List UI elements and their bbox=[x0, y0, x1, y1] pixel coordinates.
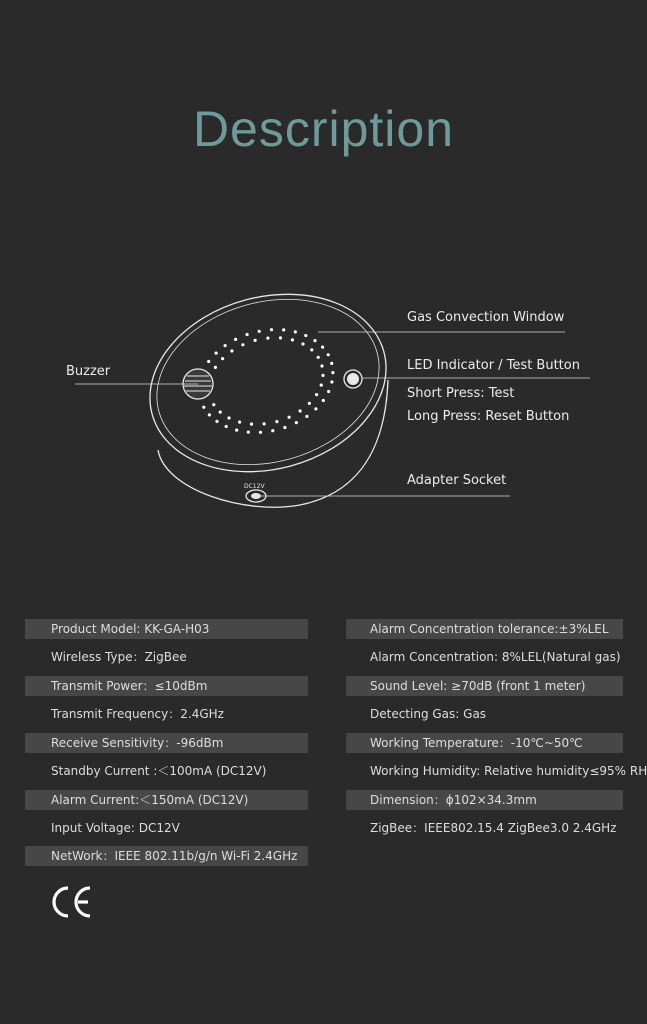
vent-hole bbox=[330, 362, 333, 365]
vent-hole bbox=[315, 393, 318, 396]
vent-hole bbox=[238, 421, 241, 424]
vent-hole bbox=[283, 426, 286, 429]
vent-hole bbox=[295, 421, 298, 424]
vent-hole bbox=[270, 328, 273, 331]
spec-left-row: Standby Current :＜100mA (DC12V) bbox=[51, 764, 267, 778]
spec-left-row: NetWork：IEEE 802.11b/g/n Wi-Fi 2.4GHz bbox=[25, 846, 308, 866]
dc12v-label: DC12V bbox=[244, 483, 265, 490]
vent-hole bbox=[207, 360, 210, 363]
vent-hole bbox=[259, 431, 262, 434]
vent-hole bbox=[202, 406, 205, 409]
vent-hole bbox=[299, 409, 302, 412]
long-press-label: Long Press: Reset Button bbox=[407, 409, 570, 424]
vent-hole bbox=[234, 338, 237, 341]
vent-hole bbox=[254, 339, 257, 342]
vent-hole bbox=[288, 416, 291, 419]
vent-hole bbox=[221, 357, 224, 360]
vent-hole bbox=[304, 334, 307, 337]
spec-left-row: Transmit Frequency：2.4GHz bbox=[51, 707, 224, 721]
spec-right-row: Working Temperature：-10℃~50℃ bbox=[346, 733, 623, 753]
vent-hole bbox=[208, 413, 211, 416]
vent-hole bbox=[247, 431, 250, 434]
vent-hole bbox=[308, 402, 311, 405]
device-diagram bbox=[0, 270, 647, 530]
page-title: Description bbox=[192, 101, 455, 157]
vent-hole bbox=[263, 422, 266, 425]
spec-left-row: Input Voltage: DC12V bbox=[51, 821, 180, 835]
short-press-label: Short Press: Test bbox=[407, 386, 515, 401]
vent-hole bbox=[321, 374, 324, 377]
spec-right-row: Detecting Gas: Gas bbox=[370, 707, 487, 721]
vent-hole bbox=[230, 349, 233, 352]
vent-hole bbox=[258, 330, 261, 333]
spec-left-row: Alarm Current:＜150mA (DC12V) bbox=[25, 790, 308, 810]
spec-right-row: Working Humidity: Relative humidity≤95% RH bbox=[370, 764, 647, 778]
device-side-outline bbox=[158, 380, 388, 507]
adapter-socket-label: Adapter Socket bbox=[407, 473, 507, 488]
vent-hole bbox=[235, 429, 238, 432]
spec-right-row: Sound Level: ≥70dB (front 1 meter) bbox=[346, 676, 623, 696]
vent-hole bbox=[327, 353, 330, 356]
vent-hole bbox=[314, 407, 317, 410]
vent-hole bbox=[241, 343, 244, 346]
vent-hole bbox=[291, 338, 294, 341]
spec-right-row: Alarm Concentration tolerance:±3%LEL bbox=[346, 619, 623, 639]
vent-hole bbox=[331, 371, 334, 374]
vent-hole bbox=[320, 364, 323, 367]
spec-right-row: Dimension：ϕ102×34.3mm bbox=[346, 790, 623, 810]
vent-hole bbox=[266, 337, 269, 340]
vent-hole bbox=[294, 330, 297, 333]
vent-hole bbox=[214, 366, 217, 369]
vent-hole bbox=[322, 399, 325, 402]
vent-hole bbox=[282, 328, 285, 331]
spec-right-row: ZigBee：IEEE802.15.4 ZigBee3.0 2.4GHz bbox=[370, 821, 617, 835]
spec-left-row: Product Model: KK-GA-H03 bbox=[25, 619, 308, 639]
gas-window-label: Gas Convection Window bbox=[407, 310, 565, 325]
spec-right-row: Alarm Concentration: 8%LEL(Natural gas) bbox=[370, 650, 621, 664]
vent-hole bbox=[327, 390, 330, 393]
vent-hole bbox=[224, 344, 227, 347]
vent-hole bbox=[317, 356, 320, 359]
vent-hole bbox=[227, 416, 230, 419]
vent-hole bbox=[313, 339, 316, 342]
vent-hole bbox=[250, 423, 253, 426]
vent-hole bbox=[219, 411, 222, 414]
led-label: LED Indicator / Test Button bbox=[407, 358, 580, 373]
vent-hole bbox=[301, 342, 304, 345]
vent-hole bbox=[225, 425, 228, 428]
vent-hole bbox=[321, 346, 324, 349]
gas-vent-holes bbox=[202, 328, 334, 434]
vent-hole bbox=[246, 333, 249, 336]
vent-hole bbox=[212, 403, 215, 406]
vent-hole bbox=[271, 429, 274, 432]
spec-left-row: Transmit Power：≤10dBm bbox=[25, 676, 308, 696]
spec-left-row: Receive Sensitivity：-96dBm bbox=[25, 733, 308, 753]
vent-hole bbox=[279, 336, 282, 339]
led-button-icon bbox=[344, 370, 362, 388]
spec-left-row: Wireless Type：ZigBee bbox=[51, 650, 187, 664]
vent-hole bbox=[275, 420, 278, 423]
device-inner-outline bbox=[138, 275, 398, 488]
vent-hole bbox=[320, 384, 323, 387]
vent-hole bbox=[305, 415, 308, 418]
vent-hole bbox=[310, 348, 313, 351]
buzzer-label: Buzzer bbox=[66, 364, 111, 379]
vent-hole bbox=[330, 380, 333, 383]
vent-hole bbox=[215, 352, 218, 355]
ce-mark-icon bbox=[48, 880, 94, 924]
vent-hole bbox=[215, 420, 218, 423]
